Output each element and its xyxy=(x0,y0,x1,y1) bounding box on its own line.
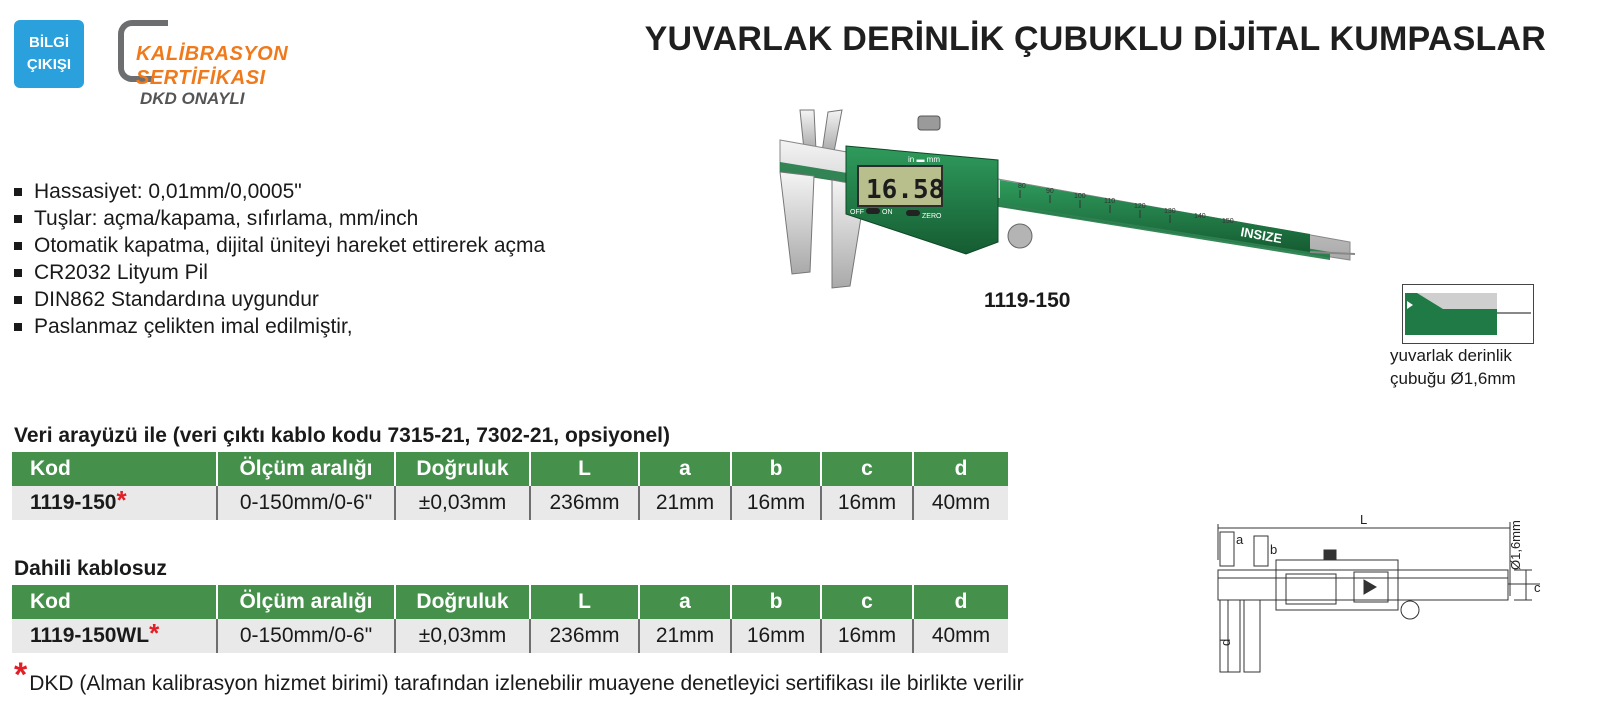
bullet-icon xyxy=(14,323,22,331)
kalibrasyon-line1: KALİBRASYON xyxy=(136,43,289,65)
footnote xyxy=(14,656,1024,696)
bilgi-cikisi-badge xyxy=(14,20,84,88)
bullet-icon xyxy=(14,215,22,223)
depth-rod-detail-image xyxy=(1403,285,1533,343)
col-header: a xyxy=(639,452,731,486)
scale-number: 120 xyxy=(1134,203,1146,210)
kalibrasyon-line2: SERTİFİKASI xyxy=(136,67,266,89)
scale-number: 80 xyxy=(1018,183,1026,190)
table-row xyxy=(12,619,1008,653)
table-header-row xyxy=(12,585,1008,619)
feature-text: CR2032 Lityum Pil xyxy=(34,261,208,284)
col-header: Kod xyxy=(12,452,217,486)
depth-rod-caption-line2: çubuğu Ø1,6mm xyxy=(1390,369,1516,388)
thumb-wheel-icon xyxy=(1008,224,1032,248)
unit-label: in ▬ mm xyxy=(908,155,940,164)
col-header: L xyxy=(530,585,639,619)
insize-brand: INSIZE xyxy=(1239,224,1284,247)
feature-item xyxy=(14,259,545,286)
bilgi-badge-line1: BİLGİ xyxy=(29,34,69,51)
table1-title: Veri arayüzü ile (veri çıktı kablo kodu 7315-21, 7302-21, opsiyonel) xyxy=(14,424,670,447)
table-cell: ±0,03mm xyxy=(395,619,530,653)
table-cell: 16mm xyxy=(821,619,913,653)
table-cell: 16mm xyxy=(731,619,821,653)
table-cell: 0-150mm/0-6" xyxy=(217,486,395,520)
depth-rod-inset xyxy=(1402,284,1534,344)
product-code: 1119-150 xyxy=(30,491,117,514)
feature-list xyxy=(14,178,545,340)
bullet-icon xyxy=(14,296,22,304)
col-header: c xyxy=(821,452,913,486)
feature-text: DIN862 Standardına uygundur xyxy=(34,288,319,311)
table-cell: 0-150mm/0-6" xyxy=(217,619,395,653)
product-model-label: 1119-150 xyxy=(984,289,1071,312)
depth-rod-caption xyxy=(1390,344,1516,390)
scale-number: 100 xyxy=(1074,193,1086,200)
kalibrasyon-badge-text xyxy=(136,42,288,90)
col-header: Doğruluk xyxy=(395,585,530,619)
dim-label-d: d xyxy=(1218,638,1233,646)
col-header: d xyxy=(913,585,1008,619)
feature-text: Hassasiyet: 0,01mm/0,0005" xyxy=(34,180,302,203)
feature-item xyxy=(14,313,545,340)
table-cell-code xyxy=(12,486,217,520)
dim-label-a: a xyxy=(1236,532,1244,547)
table-cell: 21mm xyxy=(639,486,731,520)
certificate-marker: * xyxy=(149,618,160,648)
col-header: c xyxy=(821,585,913,619)
table-header-row xyxy=(12,452,1008,486)
table-row xyxy=(12,486,1008,520)
feature-text: Otomatik kapatma, dijital üniteyi hareket ettirerek açma xyxy=(34,234,546,257)
table-cell: 16mm xyxy=(731,486,821,520)
kalibrasyon-bracket-top xyxy=(150,20,168,26)
bullet-icon xyxy=(14,242,22,250)
table-cell: 40mm xyxy=(913,486,1008,520)
table-cell: 40mm xyxy=(913,619,1008,653)
product-code: 1119-150WL xyxy=(30,624,150,647)
table-cell-code xyxy=(12,619,217,653)
footnote-text: DKD (Alman kalibrasyon hizmet birimi) tarafından izlenebilir muayene denetleyici sertifikası ile birlikte verilir xyxy=(29,672,1024,695)
table-cell: 236mm xyxy=(530,619,639,653)
bullet-icon xyxy=(14,269,22,277)
table2-title: Dahili kablosuz xyxy=(14,557,167,580)
feature-item xyxy=(14,178,545,205)
feature-text: Tuşlar: açma/kapama, sıfırlama, mm/inch xyxy=(34,207,419,230)
dim-label-rod: Ø1,6mm xyxy=(1508,520,1523,570)
depth-rod-caption-line1: yuvarlak derinlik xyxy=(1390,346,1512,365)
bullet-icon xyxy=(14,188,22,196)
col-header: b xyxy=(731,452,821,486)
dim-label-b: b xyxy=(1270,542,1278,557)
dkd-onayli-label: DKD ONAYLI xyxy=(140,89,245,108)
zero-label: ZERO xyxy=(922,213,942,220)
col-header: d xyxy=(913,452,1008,486)
certificate-marker: * xyxy=(116,485,127,515)
table-cell: 236mm xyxy=(530,486,639,520)
dim-label-L: L xyxy=(1360,512,1368,527)
scale-number: 90 xyxy=(1046,188,1054,195)
scale-number: 130 xyxy=(1164,208,1176,215)
on-label: ON xyxy=(882,209,893,216)
feature-item xyxy=(14,205,545,232)
scale-number: 150 xyxy=(1222,218,1234,225)
table-cell: 16mm xyxy=(821,486,913,520)
feature-text: Paslanmaz çelikten imal edilmiştir, xyxy=(34,315,353,338)
feature-item xyxy=(14,232,545,259)
col-header: Ölçüm aralığı xyxy=(217,585,395,619)
table-cell: 21mm xyxy=(639,619,731,653)
dimension-diagram xyxy=(1214,500,1544,680)
bilgi-badge-line2: ÇIKIŞI xyxy=(26,56,72,73)
col-header: L xyxy=(530,452,639,486)
col-header: Ölçüm aralığı xyxy=(217,452,395,486)
scale-number: 110 xyxy=(1104,198,1116,205)
col-header: a xyxy=(639,585,731,619)
scale-number: 140 xyxy=(1194,213,1206,220)
col-header: Kod xyxy=(12,585,217,619)
spec-table-wireless xyxy=(12,585,1008,653)
col-header: b xyxy=(731,585,821,619)
col-header: Doğruluk xyxy=(395,452,530,486)
dim-label-c: c xyxy=(1534,580,1541,595)
table-cell: ±0,03mm xyxy=(395,486,530,520)
lcd-reading: 16.58 xyxy=(866,175,945,205)
lock-screw-icon xyxy=(918,116,940,130)
on-off-button xyxy=(866,208,880,214)
spec-table-wired xyxy=(12,452,1008,520)
footnote-marker: * xyxy=(14,656,28,694)
digital-caliper-image xyxy=(770,102,1360,292)
page-title: YUVARLAK DERİNLİK ÇUBUKLU DİJİTAL KUMPASLAR xyxy=(644,20,1546,58)
off-label: OFF xyxy=(850,209,864,216)
zero-button xyxy=(906,210,920,216)
feature-item xyxy=(14,286,545,313)
